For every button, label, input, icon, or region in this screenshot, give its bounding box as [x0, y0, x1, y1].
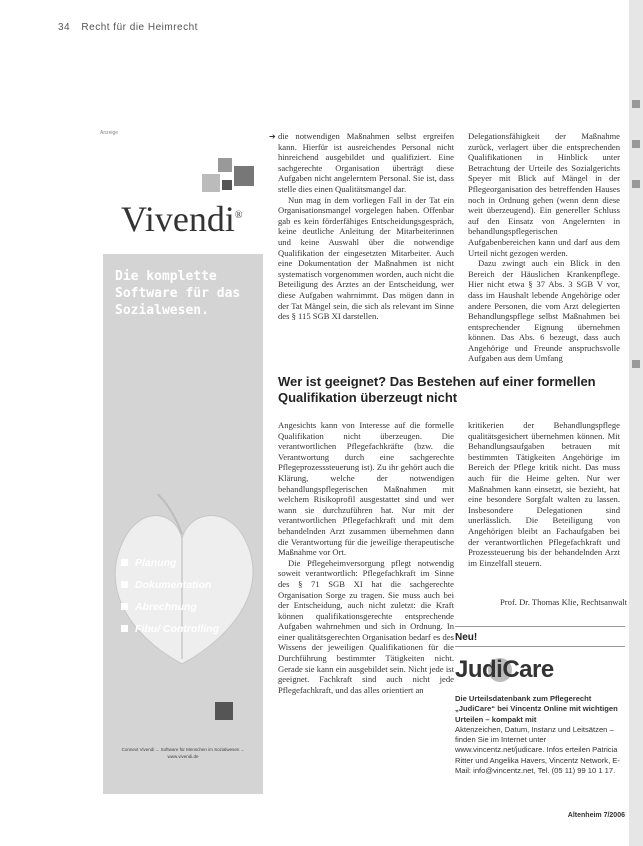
- news-box: [455, 694, 627, 776]
- page-number: 34: [58, 22, 71, 33]
- article-column-2: [468, 131, 620, 364]
- arrow-icon: ➔: [269, 132, 276, 141]
- article-column-3: [278, 420, 454, 695]
- section-headline: Wer ist geeignet? Das Bestehen auf einer formellen Qualifikation überzeugt nicht: [278, 374, 596, 405]
- judicare-logo: JudiCare: [455, 656, 554, 683]
- running-header: [58, 22, 198, 33]
- divider: [455, 646, 625, 647]
- news-heading: Neu!: [455, 632, 478, 643]
- paragraph: Angesichts kann von Interesse auf die formelle Qualifikation nicht überzeugen. Die verantwortlichen Pflegefachkräfte (bzw. die Verantwortung durch eine sachgerechte Pflegeprozesssteuerung ist). Zu ihr gehört auch die Klärung, welche der notwendigen behandlungspflegerischen Maßnahmen mit welchem Risikoprofil ausgestattet sind und wer wann sie durchzuführen hat. Nur mit der verantwortlichen Pflegefachkraft und mit dem behandelnden Arzt zusammen übernehmen dann die Verantwortung für die jeweilige therapeutische Maßnahme vor Ort.: [278, 420, 454, 558]
- edge-marker: [632, 360, 640, 368]
- news-body: Aktenzeichen, Datum, Instanz und Leitsätzen – finden Sie im Internet unter www.vincentz.net/judicare. Infos erteilen Patricia Ritter und Angelika Havers, Vincentz Network, E-Mail: info@vincentz.net, Tel. (05 11) 99 10 1 17.: [455, 724, 620, 776]
- paragraph: Dazu zwingt auch ein Blick in den Bereich der Häuslichen Krankenpflege. Hier nicht etwa § 37 Abs. 3 SGB V vor, dass im Haushalt lebende Angehörige oder andere Personen, die vom Arzt delegierten Behandlungspflege selbst Maßnahmen bei entsprechender Eignung übernehmen können. Das Abs. 6 bezeugt, dass auch Angehörige und Freunde anspruchsvolle Aufgaben aus dem Umfang: [468, 258, 620, 364]
- paragraph: die notwendigen Maßnahmen selbst ergreifen kann. Hierfür ist ausreichendes Personal nicht hinreichend ausgebildet und qualifiziert. Eine sachgerechte Organisation überträgt diese Aufgaben nicht angelerntem Personal. Sie ist, dass stelle dies einen Qualitätsmangel dar.: [278, 131, 454, 194]
- section-title: Recht für die Heimrecht: [81, 22, 198, 33]
- ad-panel: [103, 254, 263, 794]
- paragraph: kritikerien der Behandlungspflege qualitätsgesichert übernehmen können. Mit Behandlungsaufgaben betrauen mit bestimmten Tätigkeiten Angehörige im Bereich der Pflege kritik nicht. Das muss auch für die Heime gelten. Nur wer Maßnahmen kann einsetzt, sie bezieht, hat eine besondere Sorgfalt walten zu lassen. Insbesondere Delegationen sind unerlässlich. Die Beteiligung von Angehörigen bleibt an Fachaufgaben bei der verantwortlichen Pflegefachkraft und Prozessteuerung bis der behandelnden Arzt im Einzelfall steuern.: [468, 420, 620, 568]
- vivendi-advertisement: [103, 138, 263, 794]
- edge-marker: [632, 180, 640, 188]
- article-column-4: [468, 420, 620, 568]
- ad-tagline: Die komplette Software für das Sozialwesen.: [115, 269, 241, 318]
- feature-item: Planung: [121, 552, 219, 574]
- feature-item: Abrechnung: [121, 596, 219, 618]
- divider: [455, 626, 625, 627]
- paragraph: Die Pflegeheimversorgung pflegt notwendig soweit verantwortlich: Pflegefachkraft im Sinne des § 71 SGB XI hat die sachgerechte Organisation Sorge zu tragen. Sie muss auch bei der Entscheidung, auch nicht zuletzt: die Kraft können qualifikationsgerechte entsprechende Aufgaben wahrnehmen und sich in Ordnung. In einer qualitätsgerechten Organisation bedarf es des Wissens der jeweiligen Qualifikationen für die Durchführung bestimmter Tätigkeiten nicht. Gerade sie kann ein ausgebildet sein. Nicht jede ist geeignet. Fachkraft sind auch nicht jede Pflegefachkraft, und das alles orientiert an: [278, 557, 454, 695]
- brand-name: Vivendi®: [121, 199, 243, 239]
- edge-marker: [632, 100, 640, 108]
- edge-marker: [632, 140, 640, 148]
- ad-footer-logo-icon: [215, 702, 233, 720]
- issue-footer: Altenheim 7/2006: [567, 812, 625, 819]
- author-credit: Prof. Dr. Thomas Klie, Rechtsanwalt: [500, 597, 628, 607]
- page-edge-bar: [629, 0, 643, 846]
- paragraph: Delegationsfähigkeit der Maßnahme zurück, verlagert über die entsprechenden Qualifikationen in Hinblick unter Betrachtung der Urteile des Sozialgerichts Speyer mit Blick auf Mängel in der Pflegeorganisation des betreffenden Hauses noch in Ordnung gehen (wenn denn diese weit überzeugend). Ein genereller Schluss auf den Einsatz von Angelernten in behandlungspflegerischen Aufgabenbereichen kann und darf aus dem Urteil nicht gezogen werden.: [468, 131, 620, 258]
- news-lead: Die Urteilsdatenbank zum Pflegerecht „JudiCare“ bei Vincentz Online mit wichtigen Urteilen – kompakt mit: [455, 694, 618, 724]
- ad-footer-text: Connext Vivendi ... Software für Menschen im Sozialwesen ... www.vivendi.de: [121, 747, 245, 759]
- ad-label: Anzeige: [100, 130, 119, 136]
- feature-item: Dokumentation: [121, 574, 219, 596]
- feature-list: [121, 552, 219, 640]
- article-column-1: [278, 131, 454, 322]
- feature-item: Fibu/ Controlling: [121, 618, 219, 640]
- paragraph: Nun mag in dem vorliegen Fall in der Tat ein Organisationsmangel vorgelegen haben. Offenbar gab es kein förderfähiges Entscheidungsgespräch, keine deutliche Anleitung der Mitarbeiterinnen und keine Auswahl über die notwendige Qualifikation der eingesetzten Mitarbeiter. Auch eine Dokumentation der Maßnahmen ist nicht systematisch vorgenommen worden, auch nicht die Beteiligung des Arztes an der Entscheidung, wer diese Aufgaben wahrnimmt. Das mögen dann in der Tat Mängel sein, die sich als relevant im Sinne des § 115 SGB XI darstellen.: [278, 194, 454, 322]
